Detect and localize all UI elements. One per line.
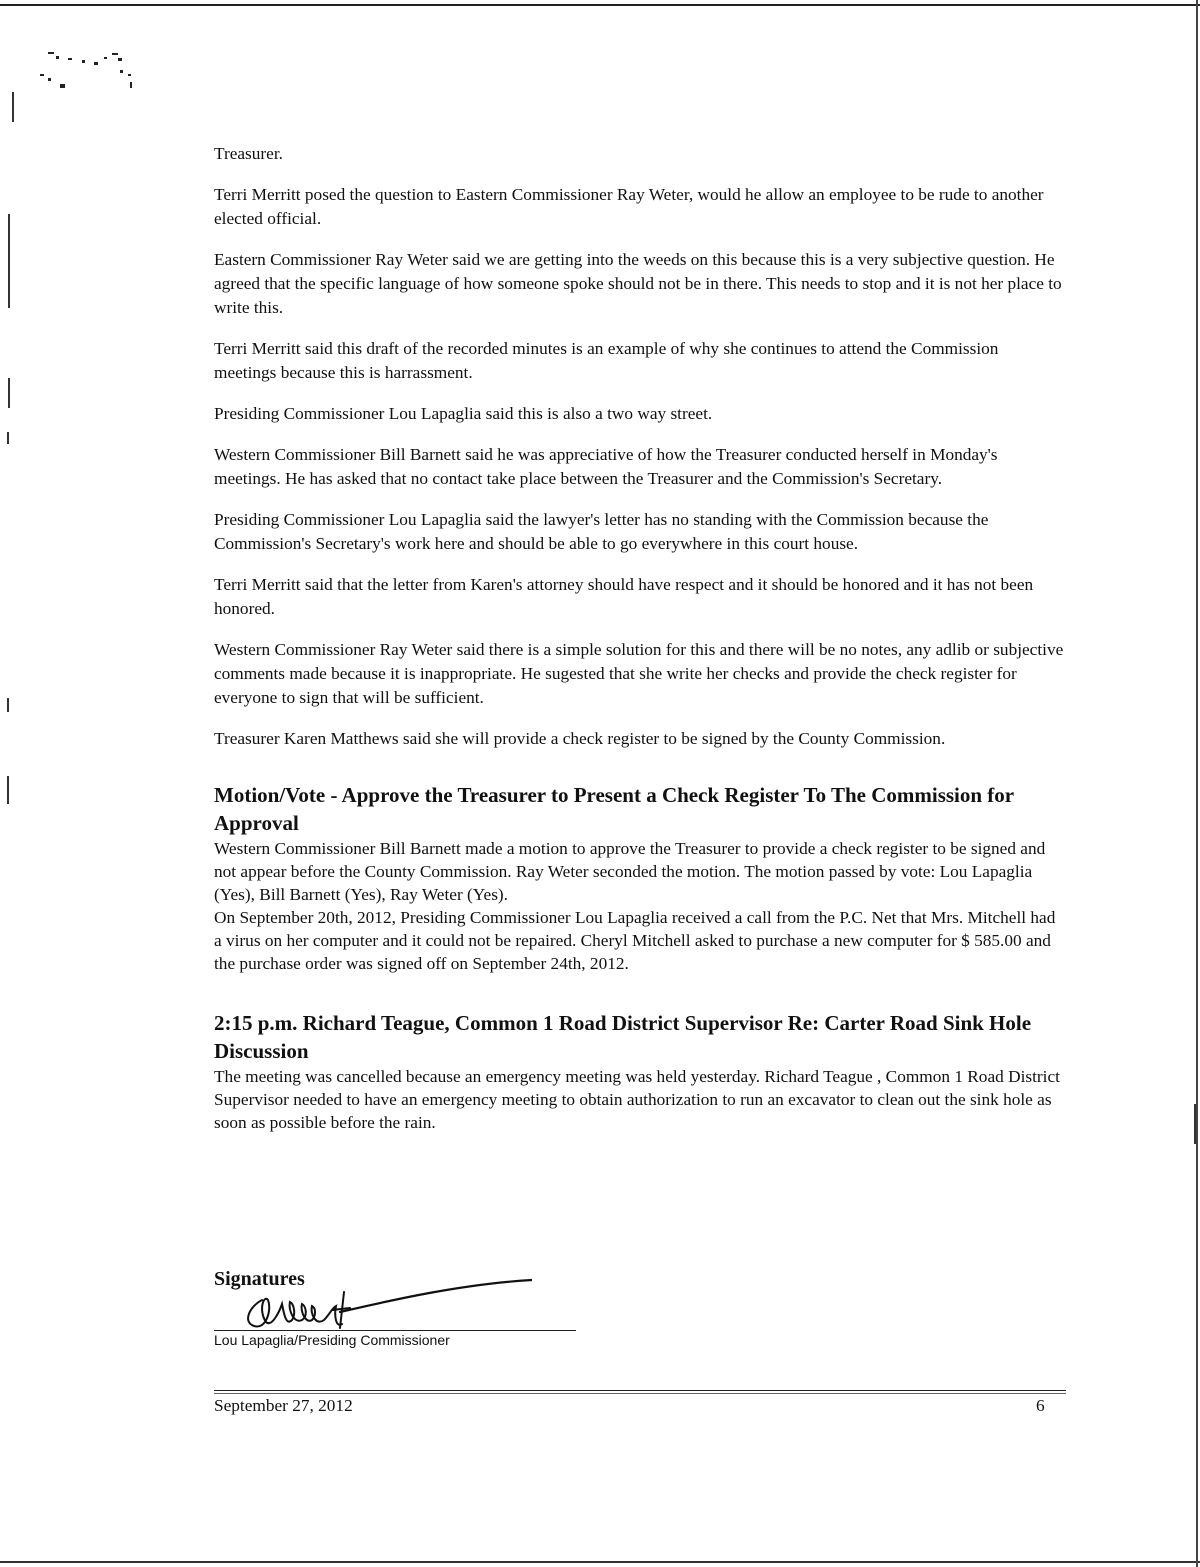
body-paragraph: Terri Merritt said that the letter from Karen's attorney should have respect and it should be honored and it has not been honored. — [214, 575, 1034, 618]
scan-mark — [8, 214, 10, 308]
signatures-label: Signatures — [214, 1268, 305, 1290]
page-border-right — [1196, 0, 1198, 1567]
scan-mark — [7, 698, 9, 712]
teague-paragraph: The meeting was cancelled because an emergency meeting was held yesterday. Richard Teague , Common 1 Road District Supervisor needed to have an emergency meeting to obtain authorization to run an excavator to clean out the sink hole as soon as possible before the rain. — [214, 1067, 1060, 1132]
footer-date: September 27, 2012 — [214, 1396, 353, 1415]
body-paragraph: Presiding Commissioner Lou Lapaglia said the lawyer's letter has no standing with the Commission because the Commission's Secretary's work here and should be able to go everywhere in this court house. — [214, 510, 989, 553]
handwritten-signature-icon — [232, 1270, 532, 1332]
signer-name: Lou Lapaglia/Presiding Commissioner — [214, 1332, 450, 1348]
footer-divider — [214, 1393, 1066, 1394]
scan-mark — [7, 776, 9, 804]
body-paragraph: Presiding Commissioner Lou Lapaglia said this is also a two way street. — [214, 404, 713, 423]
computer-purchase-paragraph: On September 20th, 2012, Presiding Commissioner Lou Lapaglia received a call from the P.C. Net that Mrs. Mitchell had a virus on her computer and it could not be repaired. Cheryl Mitchell asked to purchase a new computer for $ 585.00 and the purchase order was signed off on September 24th, 2012. — [214, 908, 1056, 973]
footer-divider — [214, 1390, 1066, 1391]
body-paragraph: Treasurer Karen Matthews said she will provide a check register to be signed by the County Commission. — [214, 729, 946, 748]
scan-mark — [8, 378, 10, 408]
scan-mark — [7, 432, 9, 444]
body-paragraph: Treasurer. — [214, 144, 283, 163]
minutes-content — [214, 142, 1064, 1134]
scan-specks-icon — [34, 48, 144, 98]
teague-section — [214, 1009, 1064, 1134]
motion-section — [214, 781, 1064, 975]
teague-heading: 2:15 p.m. Richard Teague, Common 1 Road District Supervisor Re: Carter Road Sink Hole Discussion — [214, 1011, 1032, 1063]
page-number: 6 — [1036, 1396, 1045, 1415]
motion-paragraph: Western Commissioner Bill Barnett made a motion to approve the Treasurer to provide a check register to be signed and not appear before the County Commission. Ray Weter seconded the motion. The motion passed by vote: Lou Lapaglia (Yes), Bill Barnett (Yes), Ray Weter (Yes). — [214, 839, 1046, 904]
signature-block — [214, 1268, 594, 1358]
body-paragraph: Western Commissioner Ray Weter said there is a simple solution for this and there will be no notes, any adlib or subjective comments made because it is inappropriate. He sugested that she write her checks and provide the check register for everyone to sign that will be sufficient. — [214, 640, 1064, 707]
body-paragraph: Terri Merritt said this draft of the recorded minutes is an example of why she continues to attend the Commission meetings because this is harrassment. — [214, 339, 999, 382]
page-border-bottom — [0, 1561, 1200, 1563]
scan-mark — [1194, 1104, 1196, 1144]
signature-line — [214, 1330, 576, 1331]
scan-mark — [12, 92, 14, 122]
body-paragraph: Terri Merritt posed the question to Eastern Commissioner Ray Weter, would he allow an employee to be rude to another elected official. — [214, 185, 1044, 228]
page-border-top — [0, 4, 1200, 6]
body-paragraph: Western Commissioner Bill Barnett said he was appreciative of how the Treasurer conducted herself in Monday's meetings. He has asked that no contact take place between the Treasurer and the Commission's Secretary. — [214, 445, 998, 488]
motion-heading: Motion/Vote - Approve the Treasurer to Present a Check Register To The Commission for Approval — [214, 783, 1014, 835]
body-paragraph: Eastern Commissioner Ray Weter said we are getting into the weeds on this because this is a very subjective question. He agreed that the specific language of how someone spoke should not be in there. This needs to stop and it is not her place to write this. — [214, 250, 1062, 317]
